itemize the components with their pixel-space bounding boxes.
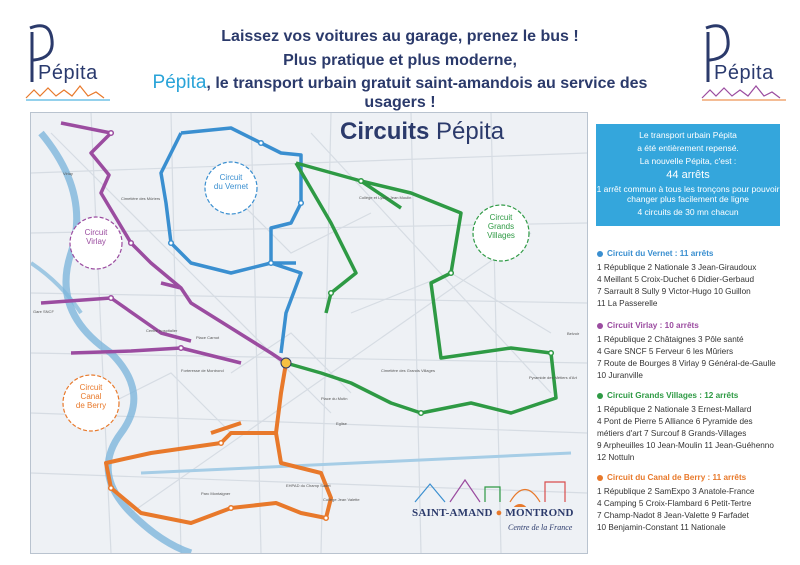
bubble-gv-line2: Grands: [487, 222, 515, 231]
saint-amand-name: SAINT-AMAND ● MONTROND: [412, 507, 574, 519]
legend-gv-line: 4 Pont de Pierre 5 Alliance 6 Pyramide des: [597, 417, 753, 426]
saint-amand-city: SAINT-AMAND: [412, 507, 493, 519]
map-label-forteresse: Forteresse de Montrond: [181, 368, 224, 373]
legend-grands-villages: [597, 390, 774, 464]
headline-line3-rest: , le transport urbain gratuit saint-amandois au service des usagers !: [206, 75, 648, 111]
map-label-ehpad: EHPAD du Champ Sadet: [286, 483, 331, 488]
logo-right-text: Pépita: [714, 62, 774, 84]
legend-virlay-dot-icon: [597, 323, 603, 329]
bubble-grands-villages: [473, 213, 529, 240]
legend-canal-dot-icon: [597, 475, 603, 481]
map-label-college-vallee: Collège Jean Valette: [323, 497, 360, 502]
bubble-virlay: [70, 228, 122, 246]
legend-canal-title: Circuit du Canal de Berry : 11 arrêts: [607, 473, 747, 482]
legend-canal-line: 4 Camping 5 Croix-Flambard 6 Petit-Tertre: [597, 499, 752, 508]
bubble-gv-line1: Circuit: [489, 213, 513, 222]
info-line6: changer plus facilement de ligne: [627, 194, 749, 204]
info-line7: 4 circuits de 30 mn chacun: [637, 207, 739, 217]
legend-vernet-line: 4 Meillant 5 Croix-Duchet 6 Didier-Gerbaud: [597, 275, 754, 284]
bubble-vernet-line1: Circuit: [219, 173, 243, 182]
bubble-vernet: [205, 173, 257, 191]
legend-virlay: [597, 320, 776, 382]
legend-vernet-line: 11 La Passerelle: [597, 299, 658, 308]
headline-line3: [140, 72, 660, 112]
legend-virlay-line: 10 Juranville: [597, 371, 643, 380]
saint-amand-sub: Centre de la France: [508, 523, 573, 532]
info-line1: Le transport urbain Pépita: [639, 130, 737, 140]
legend-vernet-title: Circuit du Vernet : 11 arrêts: [607, 249, 714, 258]
bubble-vernet-line2: du Vernet: [213, 182, 249, 191]
legend-gv-line: métiers d'art 7 Surcouf 8 Grands-Villages: [597, 429, 747, 438]
legend-canal-line: 1 République 2 SamExpo 3 Anatole-France: [597, 487, 755, 496]
map-title-bold: Circuits: [340, 118, 430, 145]
legend-gv-line: 12 Nottuln: [597, 453, 635, 462]
logo-right: [696, 20, 800, 110]
legend-canal-line: 7 Champ-Nadot 8 Jean-Valette 9 Farfadet: [597, 511, 749, 520]
legend-virlay-title: Circuit Virlay : 10 arrêts: [607, 321, 699, 330]
legend-gv-dot-icon: [597, 393, 603, 399]
bubble-canal-line3: de Berry: [75, 401, 107, 410]
bubble-canal-line1: Circuit: [79, 383, 103, 392]
legend-virlay-line: 1 République 2 Châtaignes 3 Pôle santé: [597, 335, 744, 344]
legend-gv-line: 1 République 2 Nationale 3 Ernest-Mallard: [597, 405, 752, 414]
legend-virlay-line: 7 Route de Bourges 8 Virlay 9 Général-de-Gaulle: [597, 359, 776, 368]
bubble-canal: [63, 383, 119, 410]
legend-canal: [597, 472, 754, 534]
river-branch: [31, 263, 81, 313]
logo-left: [20, 20, 130, 110]
legend-gv-line: 9 Arpheuilles 10 Jean-Moulin 11 Jean-Guéhenno: [597, 441, 774, 450]
map-title: [340, 118, 504, 146]
map-label-pyramide: Pyramide des Métiers d'Art: [529, 375, 577, 380]
headline-line1: Laissez vos voitures au garage, prenez le bus !: [221, 28, 579, 45]
bubble-canal-line2: Canal: [80, 392, 102, 401]
headline-line2: Plus pratique et plus moderne,: [283, 52, 517, 69]
map-label-cimetiere: Cimetière des Mûriers: [121, 196, 161, 201]
map-label-college-moulin: Collège et Lycée Jean Moulin: [359, 195, 412, 200]
map-label-cimetiere-gv: Cimetière des Grands Villages: [381, 368, 435, 373]
map-label-belvoir: Belvoir: [567, 331, 580, 336]
legend-vernet-line: 1 République 2 Nationale 3 Jean-Giraudoux: [597, 263, 757, 272]
map-label-virlay: Virlay: [63, 171, 73, 176]
map-label-place-carnot: Place Carnot: [196, 335, 220, 340]
map-label-eglise: Eglise: [336, 421, 347, 426]
legend-canal-line: 10 Benjamin-Constant 11 Nationale: [597, 523, 726, 532]
bubble-gv-line3: Villages: [487, 231, 515, 240]
bubble-virlay-line1: Circuit: [84, 228, 108, 237]
hub-stop-icon: [281, 358, 291, 368]
logo-left-text: Pépita: [38, 62, 98, 84]
legend-virlay-line: 4 Gare SNCF 5 Ferveur 6 les Mûriers: [597, 347, 734, 356]
headline-brand: Pépita: [152, 72, 207, 93]
map-label-place-mutin: Place du Mutin: [321, 396, 348, 401]
bubble-virlay-line2: Virlay: [86, 237, 106, 246]
legend-vernet: [597, 248, 756, 310]
map-label-gare: Gare SNCF: [33, 309, 54, 314]
info-line2: a été entièrement repensé.: [637, 143, 739, 153]
saint-amand-city2: MONTROND: [505, 507, 574, 519]
legend-gv-title: Circuit Grands Villages : 12 arrêts: [607, 391, 739, 400]
info-box: [596, 124, 780, 226]
map-label-centre-hosp: Centre hospitalier: [146, 328, 178, 333]
info-line3: La nouvelle Pépita, c'est :: [639, 156, 737, 166]
map-label-parc: Parc Montaigner: [201, 491, 231, 496]
legend-vernet-dot-icon: [597, 251, 603, 257]
legend-vernet-line: 7 Sarrault 8 Sully 9 Victor-Hugo 10 Guillon: [597, 287, 751, 296]
info-line4: 44 arrêts: [666, 169, 710, 181]
map-title-light: Pépita: [436, 118, 505, 145]
info-line5: 1 arrêt commun à tous les tronçons pour pouvoir: [596, 184, 780, 194]
skyline-icon: [410, 462, 580, 507]
